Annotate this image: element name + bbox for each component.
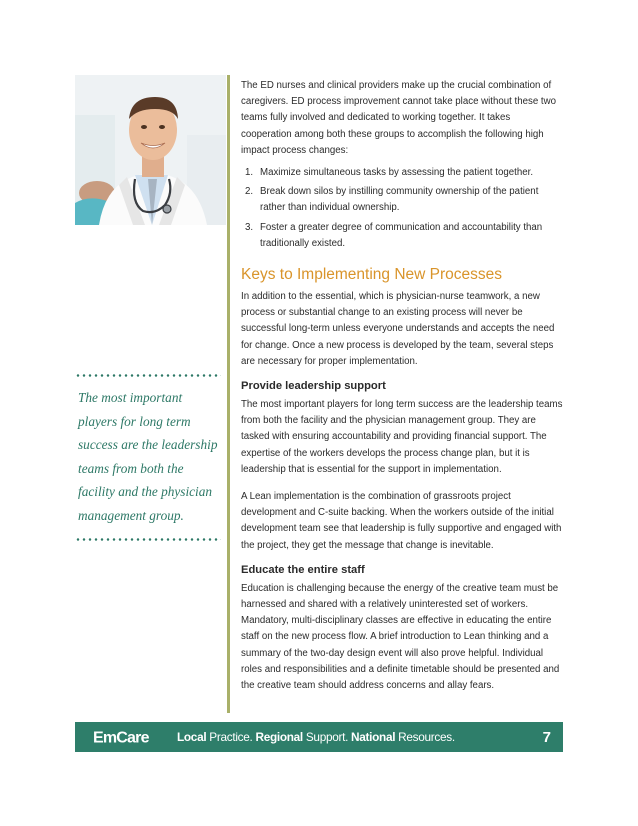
list-item: [241, 220, 563, 252]
tagline-national: National: [351, 730, 396, 744]
pull-quote: [75, 374, 221, 541]
pull-quote-text: The most important players for long term success are the leadership teams from both the facility and the physician management group.: [78, 390, 218, 523]
doctor-photo: [75, 75, 226, 225]
list-item-text: Maximize simultaneous tasks by assessing the patient together.: [260, 167, 534, 179]
leadership-paragraph-1: The most important players for long term success are the leadership teams from both the facility and the physician management group. They are tasked with ensuring accountability and providing financial support. The expertise of the workers develops the process change plan, but it is leadership that is essential for the support in implementation.: [241, 399, 563, 475]
dotted-divider-bottom: [75, 538, 221, 541]
list-item-text: Break down silos by instilling community ownership of the patient rather than individual ownership.: [260, 186, 539, 214]
leadership-heading: Provide leadership support: [241, 380, 386, 393]
svg-text:EmCare: EmCare: [93, 729, 149, 745]
intro-paragraph: The ED nurses and clinical providers make up the crucial combination of caregivers. ED process improvement cannot take place without these two teams fully involved and dedicated to working together. It takes cooperation among both these groups to accomplish the following high impact process changes:: [241, 80, 556, 156]
leadership-paragraph-2: A Lean implementation is the combination of grassroots project development and C-suite backing. When the workers outside of the initial development team see that leadership is fully supportive and engaged with the project, they get the message that change is inevitable.: [241, 491, 562, 551]
tagline-support: Support.: [302, 730, 352, 744]
tagline-practice: Practice.: [206, 730, 256, 744]
list-number: 2.: [245, 186, 254, 198]
education-paragraph: Education is challenging because the energy of the creative team must be harnessed and shared with a relatively uninterested set of workers. Mandatory, multi-disciplinary classes are effective in educating the entire staff on the new process flow. A brief introduction to Lean thinking and a summary of the two-day design event will also prove helpful. Individual roles and responsibilities and a definite timetable should be presented and the creative team should address concerns and allay fears.: [241, 582, 560, 692]
section-title: Keys to Implementing New Processes: [241, 266, 503, 284]
page-number: 7: [542, 728, 551, 746]
footer-tagline: [177, 730, 455, 744]
emcare-logo: [93, 729, 167, 745]
list-item: [241, 165, 563, 181]
list-item: [241, 184, 563, 216]
main-column: [241, 78, 563, 694]
tagline-resources: Resources.: [395, 730, 455, 744]
tagline-local: Local: [177, 730, 207, 744]
education-heading: Educate the entire staff: [241, 563, 365, 576]
vertical-rule: [227, 75, 230, 713]
list-number: 3.: [245, 221, 254, 233]
list-item-text: Foster a greater degree of communication and accountability than traditionally existed.: [260, 221, 543, 249]
tagline-regional: Regional: [255, 730, 303, 744]
list-number: 1.: [245, 167, 254, 179]
section-paragraph: In addition to the essential, which is physician-nurse teamwork, a new process or substantial change to an existing process will never be successful long-term unless everyone understands and accepts the need for change. Once a new process is developed by the team, several steps are necessary for proper implementation.: [241, 291, 555, 367]
process-changes-list: [241, 165, 563, 252]
footer-bar: [75, 722, 563, 752]
